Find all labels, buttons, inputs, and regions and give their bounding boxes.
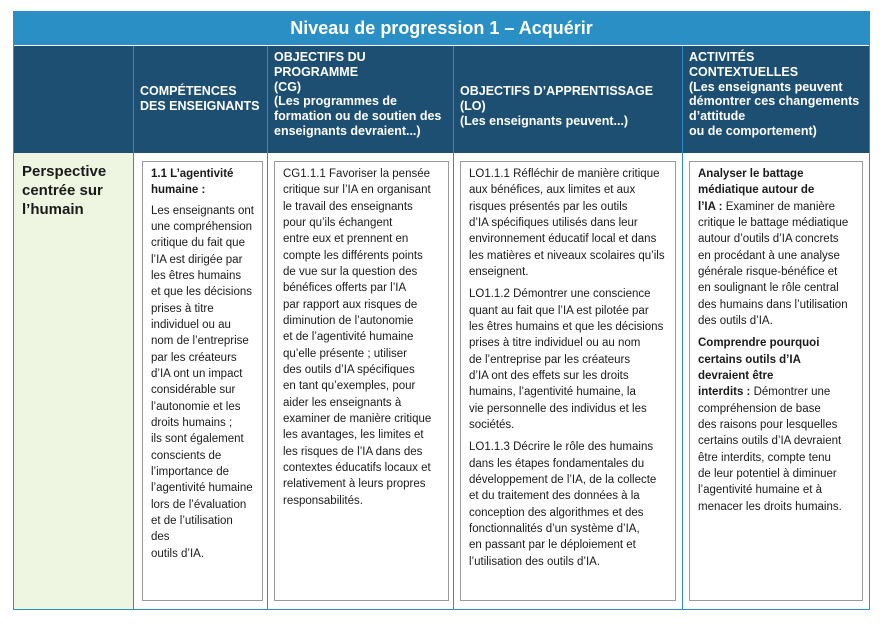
lo-column <box>453 153 682 609</box>
activity-item <box>698 335 854 515</box>
competence-text: Les enseignants ont une compréhension critique du fait que l’IA est dirigée par les êtres humains et que les décisions prises à titre individuel ou au nom de l’entreprise par les créateurs d’IA ont un impact considérable sur l’autonomie et les droits humains ; ils sont également conscients de l’importance de l’agentivité humaine lors de l’évaluation et de l’utilisation des outils d’IA. <box>151 204 254 560</box>
activity-text: Examiner de manière critique le battage médiatique autour d’outils d’IA concrets en procédant à une analyse générale risque-bénéfice et en soulignant le rôle central des humains dans l’utilisation des outils d’IA. <box>698 200 849 327</box>
activity-text: Démontrer une compréhension de base des raisons pour lesquelles certains outils d’IA devraient être interdits, compte tenu de leur potentiel à diminuer l’agentivité humaine et à menacer les droits humains. <box>698 386 842 513</box>
cg-column <box>267 153 453 609</box>
progression-table <box>13 11 870 610</box>
header-empty-cell <box>14 46 133 153</box>
competence-title: 1.1 L’agentivité humaine : <box>151 168 234 197</box>
header-objectifs-programme: OBJECTIFS DU PROGRAMME (CG) (Les programmes de formation ou de soutien des enseignants devraient...) <box>267 46 453 153</box>
lo-item: LO1.1.3 Décrire le rôle des humains dans les étapes fondamentales du développement de l’IA, de la collecte et du traitement des données à la conception des algorithmes et des fonctionnalités d’un système d’IA, en passant par le déploiement et l’utilisation des outils d’IA. <box>469 441 657 568</box>
header-competences: COMPÉTENCES DES ENSEIGNANTS <box>133 46 267 153</box>
row-label-column <box>14 153 133 609</box>
activities-cell <box>689 161 863 601</box>
header-objectifs-apprentissage: OBJECTIFS D’APPRENTISSAGE (LO) (Les enseignants peuvent...) <box>453 46 682 153</box>
activity-title: Analyser le battage médiatique autour de l’IA : <box>698 168 815 213</box>
lo-item: LO1.1.1 Réfléchir de manière critique aux bénéfices, aux limites et aux risques présentés par les outils d’IA spécifiques utilisés dans leur environnement éducatif local et dans les matières et niveaux scolaires qu’ils enseignent. <box>469 168 665 278</box>
lo-cell <box>460 161 676 601</box>
lo-item: LO1.1.2 Démontrer une conscience quant au fait que l’IA est pilotée par les êtres humains et que les décisions prises à titre individuel ou au nom de l’entreprise par les créateurs d’IA ont des effets sur les droits humains, l’agentivité humaine, la vie personnelle des individus et les sociétés. <box>469 288 664 431</box>
header-activites-contextuelles: ACTIVITÉS CONTEXTUELLES (Les enseignants peuvent démontrer ces changements d’attitude ou de comportement) <box>682 46 869 153</box>
row-label: Perspective centrée sur l’humain <box>22 163 107 218</box>
activities-column <box>682 153 869 609</box>
activity-title: Comprendre pourquoi certains outils d’IA devraient être interdits : <box>698 337 820 399</box>
competence-column <box>133 153 267 609</box>
table-title: Niveau de progression 1 – Acquérir <box>14 12 869 45</box>
activity-item <box>698 166 854 329</box>
cg-text: CG1.1.1 Favoriser la pensée critique sur l’IA en organisant le travail des enseignants pour qu’ils échangent entre eux et prennent en compte les différents points de vue sur la question des bénéfices offerts par l’IA par rapport aux risques de diminution de l’autonomie et de l’agentivité humaine qu’elle présente ; utiliser des outils d’IA spécifiques en tant qu’exemples, pour aider les enseignants à examiner de manière critique les avantages, les limites et les risques de l’IA dans des contextes éducatifs locaux et relativement à leurs propres responsabilités. <box>283 168 432 507</box>
competence-cell <box>142 161 263 601</box>
cg-cell <box>274 161 449 601</box>
